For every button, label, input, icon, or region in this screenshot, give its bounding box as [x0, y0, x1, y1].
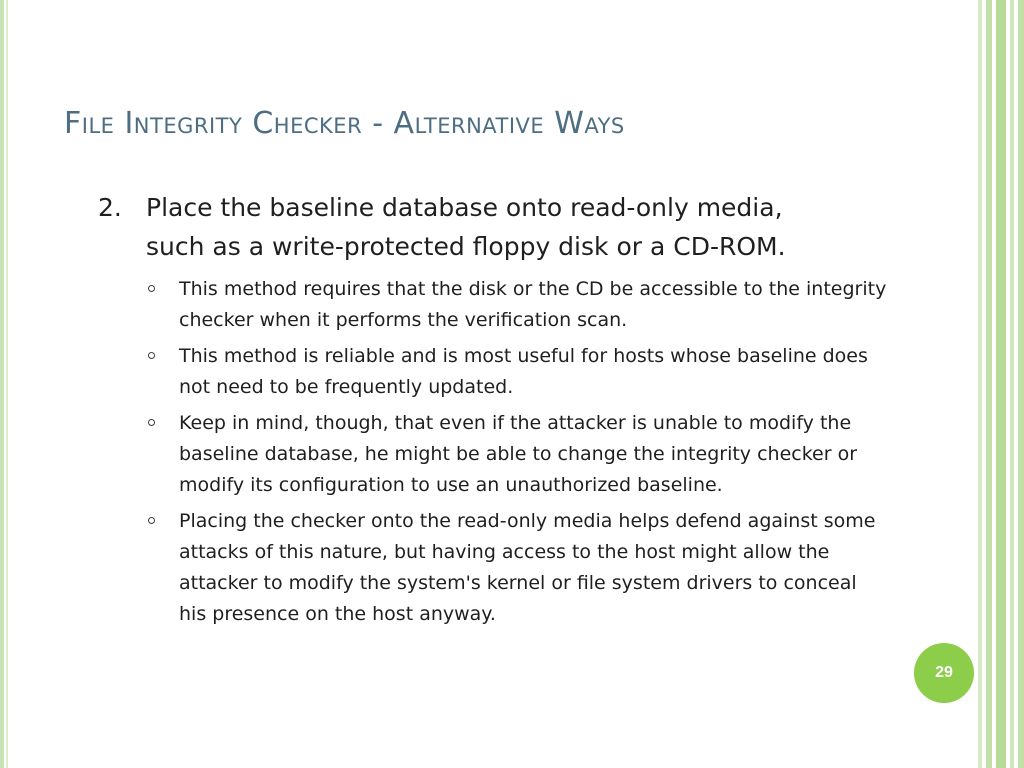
item-text-line-2: such as a write-protected floppy disk or a CD-ROM.: [146, 232, 786, 261]
page-number: 29: [935, 664, 953, 681]
item-text: [146, 188, 898, 266]
bullet-text: Keep in mind, though, that even if the attacker is unable to modify the baseline database, he might be able to change the integrity checker or modify its configuration to use an unauthorized baseline.: [179, 412, 858, 496]
bullet-text: Placing the checker onto the read-only media helps defend against some attacks of this nature, but having access to the host might allow the attacker to modify the system's kernel or file system drivers to conceal his presence on the host anyway.: [179, 510, 876, 625]
item-number: 2.: [98, 193, 122, 222]
left-border-rule: [0, 0, 4, 768]
list-item: [148, 341, 888, 403]
circle-bullet-icon: [148, 285, 155, 292]
bullet-list: [148, 274, 888, 635]
circle-bullet-icon: [148, 352, 155, 359]
circle-bullet-icon: [148, 419, 155, 426]
list-item: [148, 506, 888, 630]
bullet-text: This method requires that the disk or the CD be accessible to the integrity checker when it performs the verification scan.: [179, 278, 887, 331]
list-item: [148, 408, 888, 501]
item-text-line-1: Place the baseline database onto read-only media,: [146, 193, 783, 222]
page-number-badge: [914, 643, 974, 703]
numbered-item: [98, 188, 898, 266]
bullet-text: This method is reliable and is most useful for hosts whose baseline does not need to be frequently updated.: [179, 345, 868, 398]
list-item: [148, 274, 888, 336]
left-border-rule-inner: [6, 0, 8, 768]
slide-title: File Integrity Checker - Alternative Ways: [64, 106, 625, 141]
right-decorative-stripes: [978, 0, 1024, 768]
circle-bullet-icon: [148, 517, 155, 524]
